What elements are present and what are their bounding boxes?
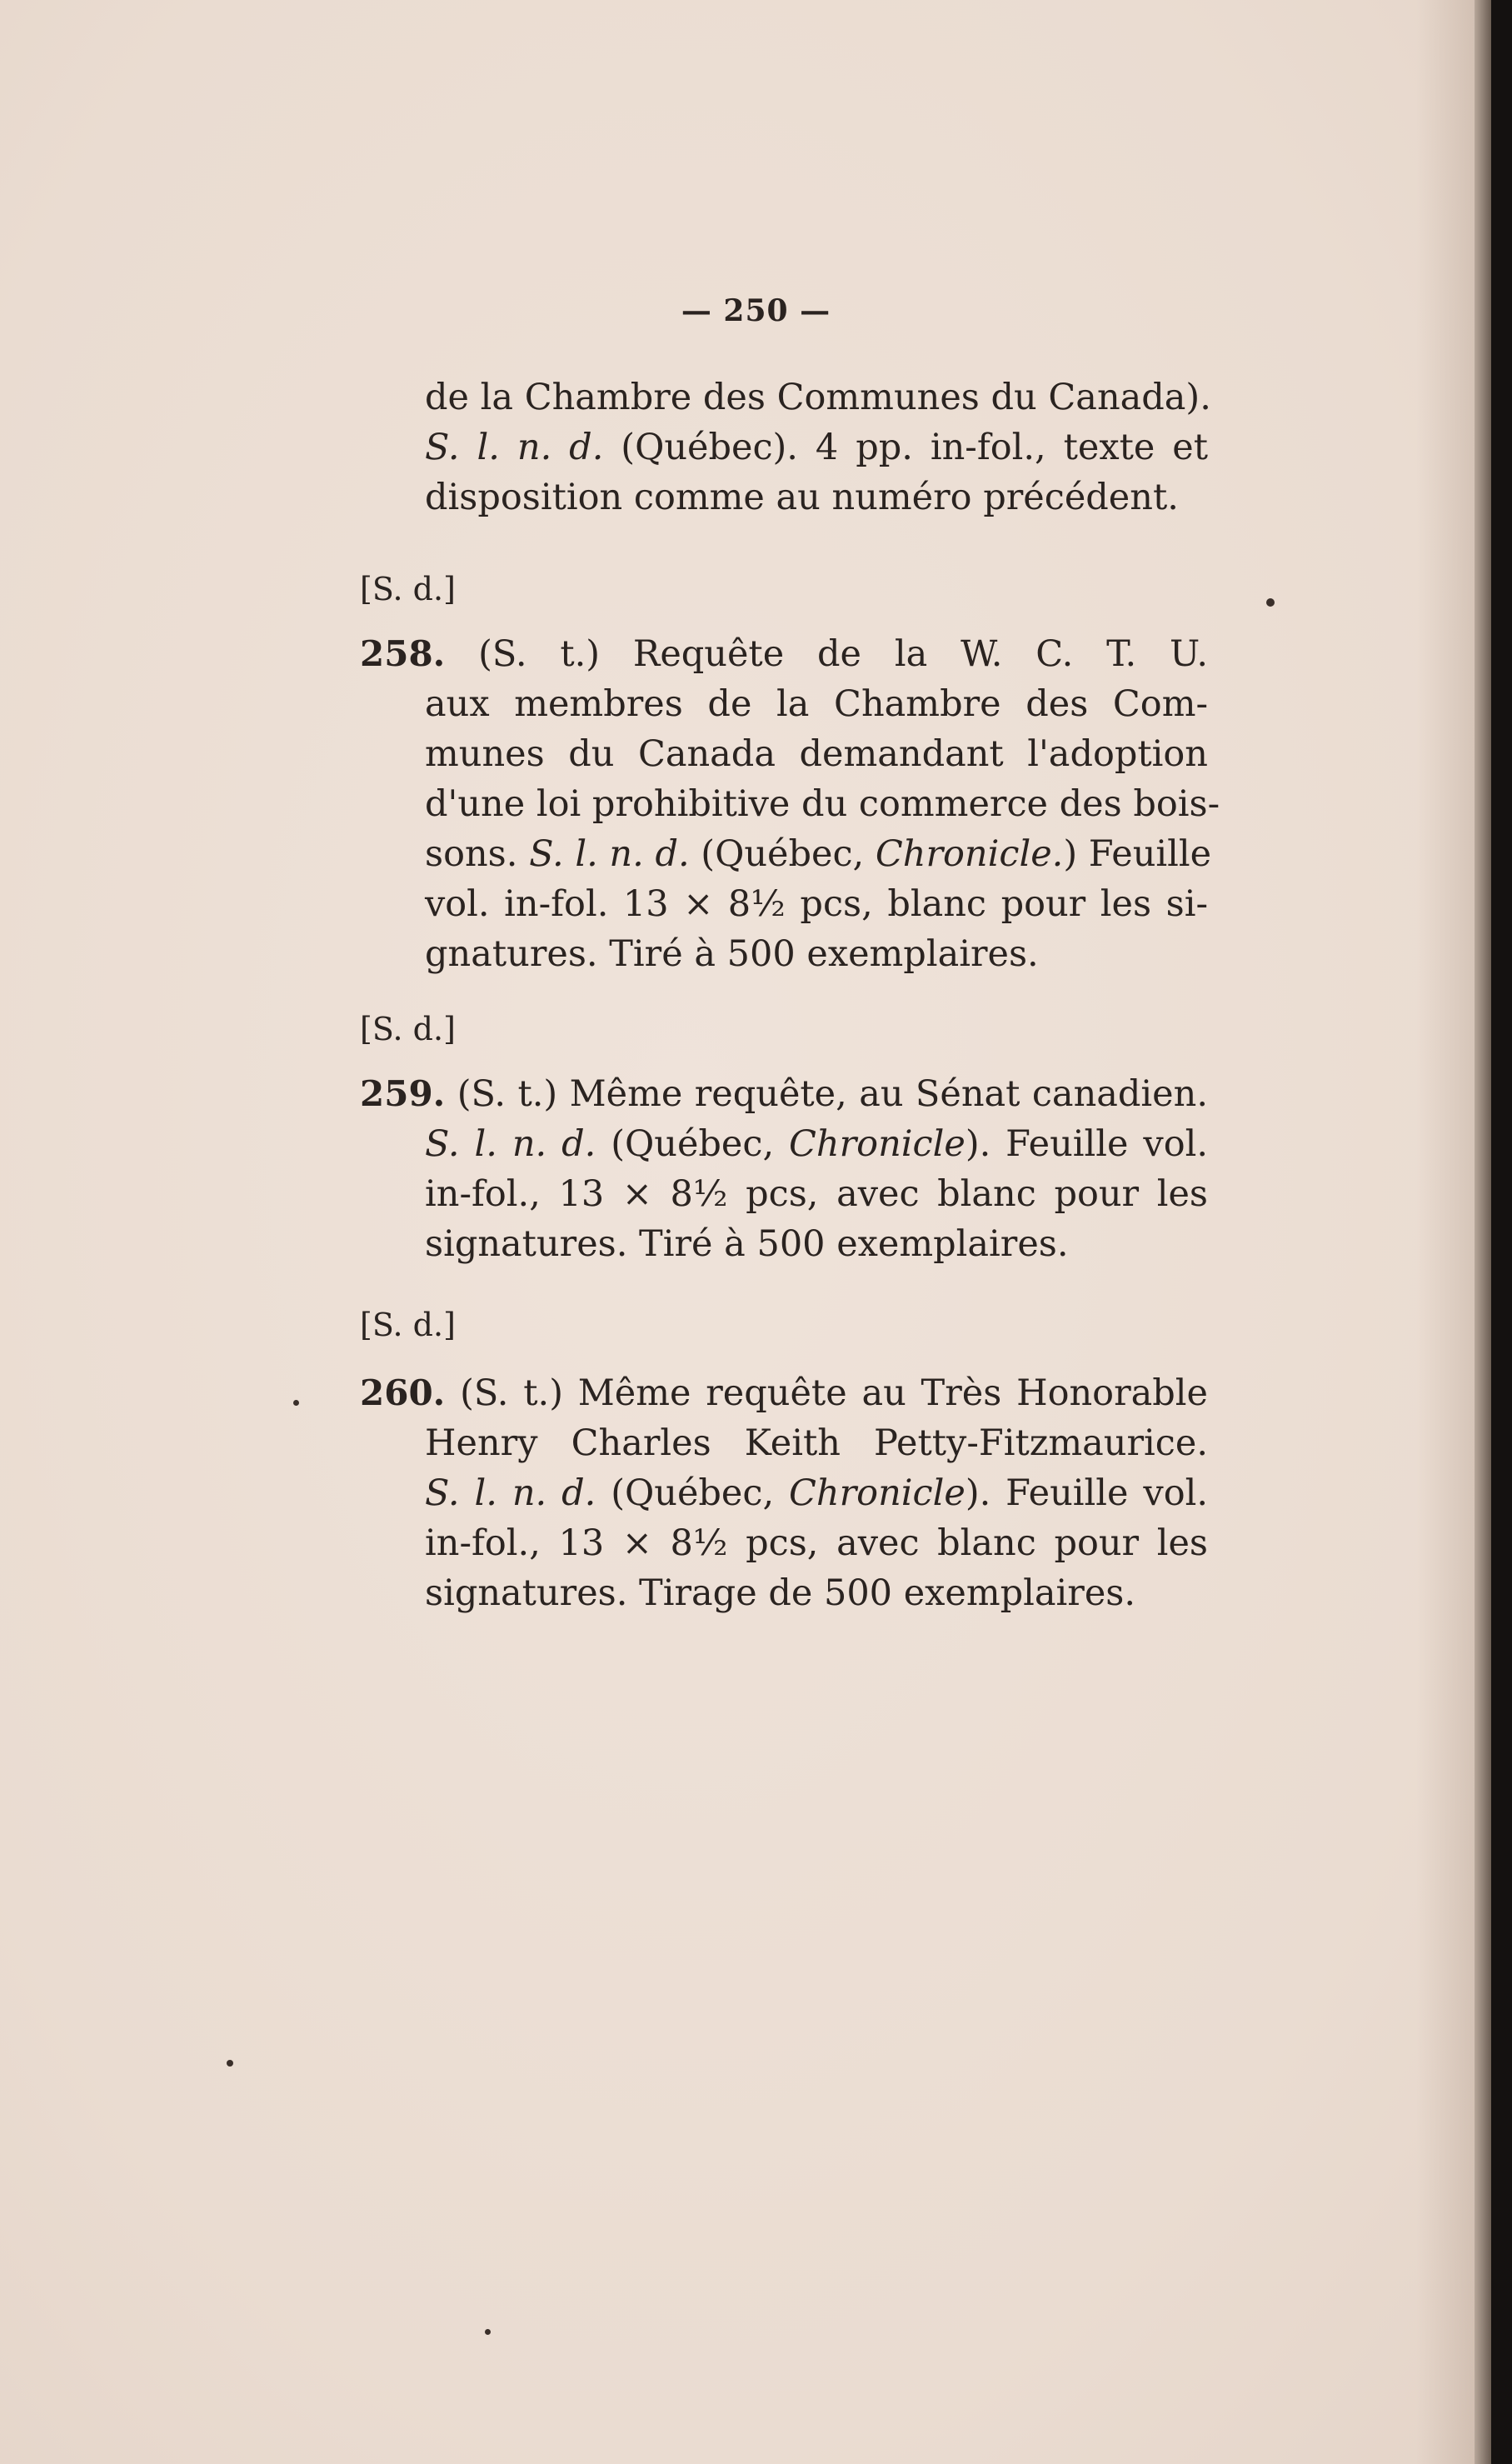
text-run: ). Feuille vol. <box>965 1123 1209 1165</box>
page-edge <box>1475 0 1491 2464</box>
text-run: [S. d.] <box>360 1307 456 1343</box>
entry-number: 259. <box>360 1073 446 1114</box>
text-run: (Québec, <box>596 1123 790 1165</box>
italic-text: Chronicle. <box>875 833 1064 875</box>
text-run: in-fol., 13 × 8½ pcs, avec blanc pour les <box>425 1522 1208 1564</box>
entry-260-heading <box>360 1368 1208 1418</box>
text-run: disposition comme au numéro précédent. <box>425 477 1179 518</box>
italic-text: Chronicle <box>789 1472 966 1514</box>
ink-speck <box>1266 598 1275 607</box>
text-line <box>425 929 1208 979</box>
text-run: Henry Charles Keith Petty-Fitzmaurice. <box>425 1422 1208 1464</box>
text-line <box>425 1219 1208 1269</box>
text-line <box>425 1119 1208 1169</box>
text-line <box>425 1418 1208 1468</box>
text-line <box>425 1518 1208 1568</box>
text-run: ). Feuille vol. <box>965 1472 1209 1514</box>
italic-text: S. l. n. d. <box>425 1123 596 1165</box>
text-run: [S. d.] <box>360 1011 456 1047</box>
text-run: de la Chambre des Communes du Canada). <box>425 377 1211 418</box>
date-note <box>360 1300 456 1350</box>
text-line <box>425 729 1208 779</box>
text-run: (S. t.) Requête de la W. C. T. U. <box>445 633 1208 675</box>
entry-number: 260. <box>360 1372 446 1413</box>
text-run: in-fol., 13 × 8½ pcs, avec blanc pour les <box>425 1173 1208 1215</box>
italic-text: S. l. n. d. <box>425 1472 596 1514</box>
text-run: signatures. Tirage de 500 exemplaires. <box>425 1572 1136 1614</box>
text-line <box>425 472 1216 522</box>
italic-text: Chronicle <box>789 1123 966 1165</box>
text-run: sons. <box>425 833 530 875</box>
ink-speck <box>293 1400 299 1406</box>
ink-speck <box>227 2060 233 2067</box>
text-line <box>425 779 1220 829</box>
italic-text: S. l. n. d. <box>425 427 604 468</box>
text-run: (S. t.) Même requête au Très Honorable <box>445 1372 1208 1414</box>
text-run: (Québec, <box>689 833 876 875</box>
entry-259-heading <box>360 1069 1208 1119</box>
ink-speck <box>485 2329 491 2335</box>
binding-edge <box>1491 0 1512 2464</box>
page-gutter-shadow <box>1416 0 1475 2464</box>
text-run: aux membres de la Chambre des Com- <box>425 683 1208 725</box>
date-note <box>360 1004 456 1054</box>
text-line <box>425 422 1208 472</box>
entry-258-heading <box>360 629 1208 679</box>
page-number: — 250 — <box>681 293 831 328</box>
text-run: (S. t.) Même requête, au Sénat canadien. <box>445 1073 1208 1115</box>
text-run: gnatures. Tiré à 500 exemplaires. <box>425 933 1039 975</box>
text-run: vol. in-fol. 13 × 8½ pcs, blanc pour les si- <box>425 883 1208 925</box>
italic-text: S. l. n. d. <box>529 833 690 875</box>
text-line <box>425 1468 1208 1518</box>
text-line <box>425 829 1212 879</box>
text-run: (Québec, <box>596 1472 790 1514</box>
text-run: [S. d.] <box>360 571 456 607</box>
text-run: d'une loi prohibitive du commerce des bois- <box>425 783 1220 825</box>
text-line <box>425 679 1208 729</box>
text-line <box>425 1169 1208 1219</box>
date-note <box>360 564 456 614</box>
text-line <box>425 879 1208 929</box>
text-run: (Québec). 4 pp. in-fol., texte et <box>603 427 1209 468</box>
text-line <box>425 1568 1208 1618</box>
text-run: signatures. Tiré à 500 exemplaires. <box>425 1223 1069 1265</box>
entry-number: 258. <box>360 633 446 674</box>
text-run: munes du Canada demandant l'adoption <box>425 733 1208 775</box>
text-line <box>425 372 1211 422</box>
text-run: ) Feuille <box>1063 833 1212 875</box>
